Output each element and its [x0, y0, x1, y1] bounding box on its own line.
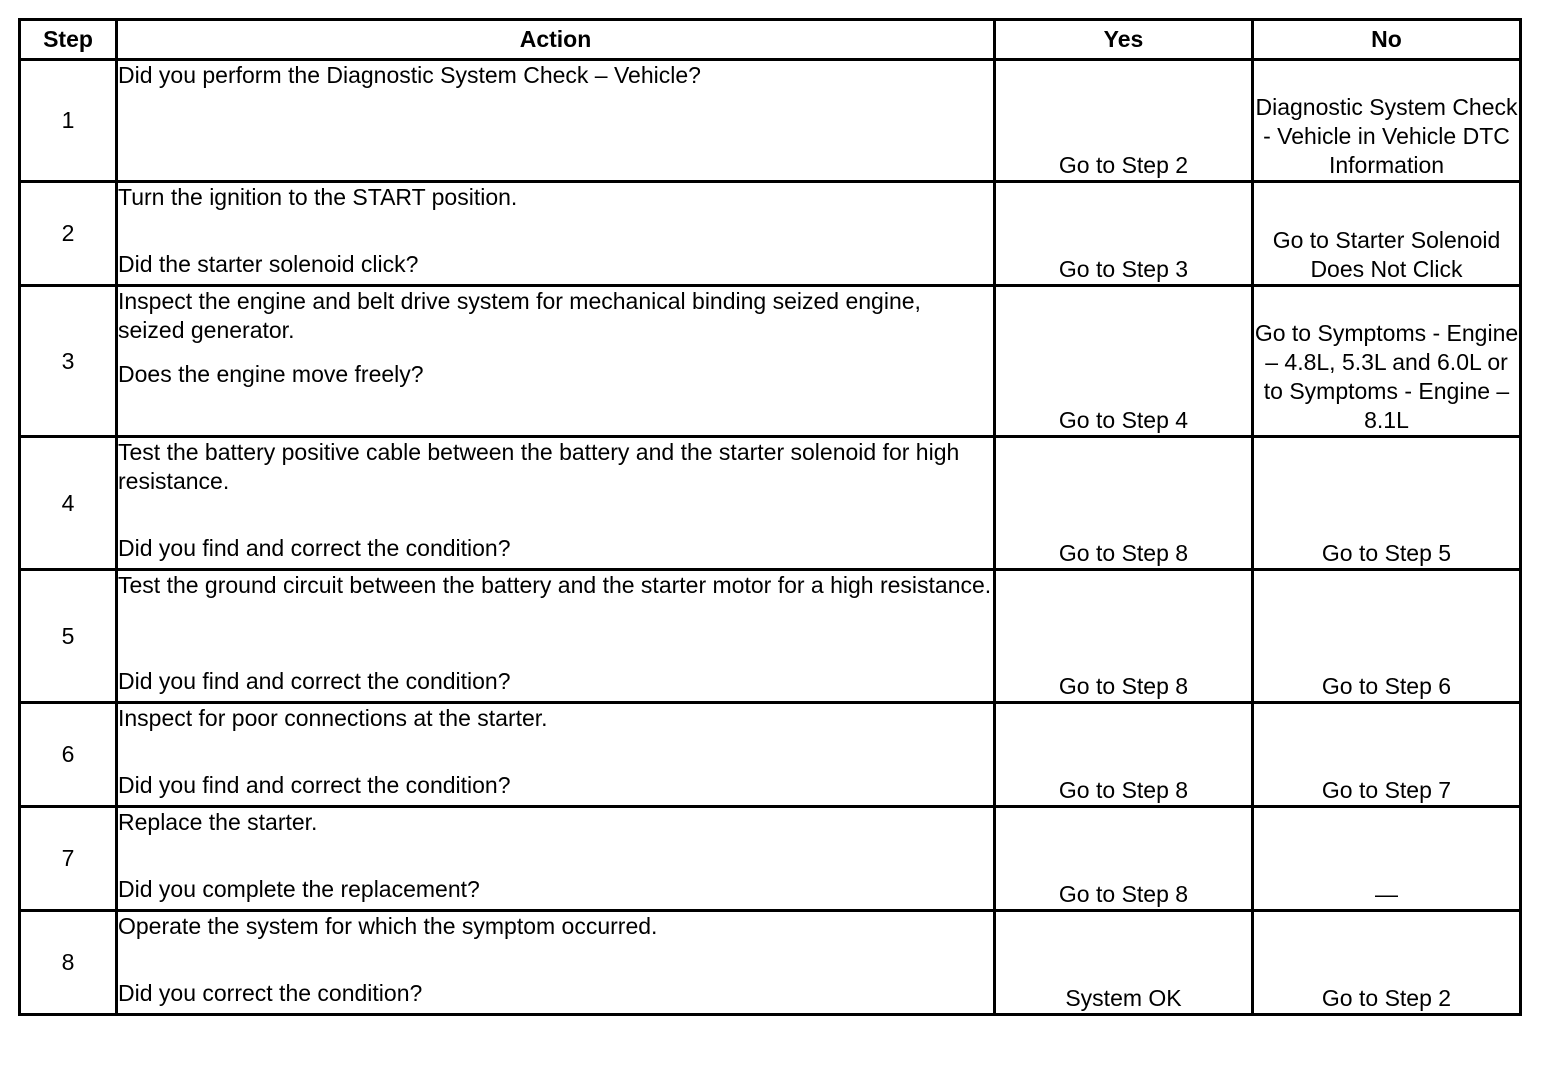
- action-text: Test the battery positive cable between the battery and the starter solenoid for high resistance.: [118, 439, 960, 494]
- step-number: 4: [20, 437, 117, 570]
- header-step: Step: [20, 20, 117, 60]
- action-question: Does the engine move freely?: [118, 361, 424, 387]
- yes-cell: Go to Step 4: [995, 286, 1253, 437]
- action-cell: [117, 703, 995, 807]
- step-number: 8: [20, 911, 117, 1015]
- diagnostic-table: [18, 18, 1522, 1016]
- yes-cell: Go to Step 3: [995, 182, 1253, 286]
- action-text: Did you perform the Diagnostic System Check – Vehicle?: [118, 62, 701, 88]
- no-cell: Go to Step 6: [1253, 570, 1521, 703]
- action-cell: [117, 182, 995, 286]
- yes-cell: Go to Step 8: [995, 807, 1253, 911]
- no-cell: Go to Step 7: [1253, 703, 1521, 807]
- action-text: Test the ground circuit between the battery and the starter motor for a high resistance.: [118, 572, 992, 598]
- action-question: Did you find and correct the condition?: [118, 772, 511, 798]
- step-number: 1: [20, 60, 117, 182]
- action-question: Did the starter solenoid click?: [118, 251, 419, 277]
- header-action: Action: [117, 20, 995, 60]
- step-number: 7: [20, 807, 117, 911]
- action-question: Did you find and correct the condition?: [118, 668, 511, 694]
- action-text: Turn the ignition to the START position.: [118, 184, 518, 210]
- header-row: [20, 20, 1521, 60]
- step-number: 5: [20, 570, 117, 703]
- no-cell: Diagnostic System Check - Vehicle in Vehicle DTC Information: [1253, 60, 1521, 182]
- header-yes: Yes: [995, 20, 1253, 60]
- yes-cell: Go to Step 8: [995, 703, 1253, 807]
- header-no: No: [1253, 20, 1521, 60]
- table-row: [20, 286, 1521, 437]
- yes-cell: Go to Step 8: [995, 570, 1253, 703]
- table-row: [20, 703, 1521, 807]
- table-row: [20, 182, 1521, 286]
- table-row: [20, 911, 1521, 1015]
- action-cell: [117, 911, 995, 1015]
- step-number: 2: [20, 182, 117, 286]
- action-text: Operate the system for which the symptom occurred.: [118, 913, 658, 939]
- action-text: Replace the starter.: [118, 809, 318, 835]
- table-row: [20, 570, 1521, 703]
- no-cell: Go to Symptoms - Engine – 4.8L, 5.3L and 6.0L or to Symptoms - Engine – 8.1L: [1253, 286, 1521, 437]
- no-cell: —: [1253, 807, 1521, 911]
- yes-cell: Go to Step 2: [995, 60, 1253, 182]
- action-question: Did you complete the replacement?: [118, 876, 480, 902]
- action-cell: [117, 437, 995, 570]
- action-cell: [117, 570, 995, 703]
- table-row: [20, 807, 1521, 911]
- action-cell: [117, 807, 995, 911]
- no-cell: Go to Step 2: [1253, 911, 1521, 1015]
- step-number: 3: [20, 286, 117, 437]
- table-row: [20, 437, 1521, 570]
- action-text: Inspect the engine and belt drive system for mechanical binding seized engine, seized generator.: [118, 288, 921, 343]
- table-row: [20, 60, 1521, 182]
- step-number: 6: [20, 703, 117, 807]
- action-cell: [117, 60, 995, 182]
- yes-cell: Go to Step 8: [995, 437, 1253, 570]
- no-cell: Go to Step 5: [1253, 437, 1521, 570]
- action-question: Did you correct the condition?: [118, 980, 423, 1006]
- no-cell: Go to Starter Solenoid Does Not Click: [1253, 182, 1521, 286]
- yes-cell: System OK: [995, 911, 1253, 1015]
- action-question: Did you find and correct the condition?: [118, 535, 511, 561]
- action-cell: [117, 286, 995, 437]
- action-text: Inspect for poor connections at the starter.: [118, 705, 548, 731]
